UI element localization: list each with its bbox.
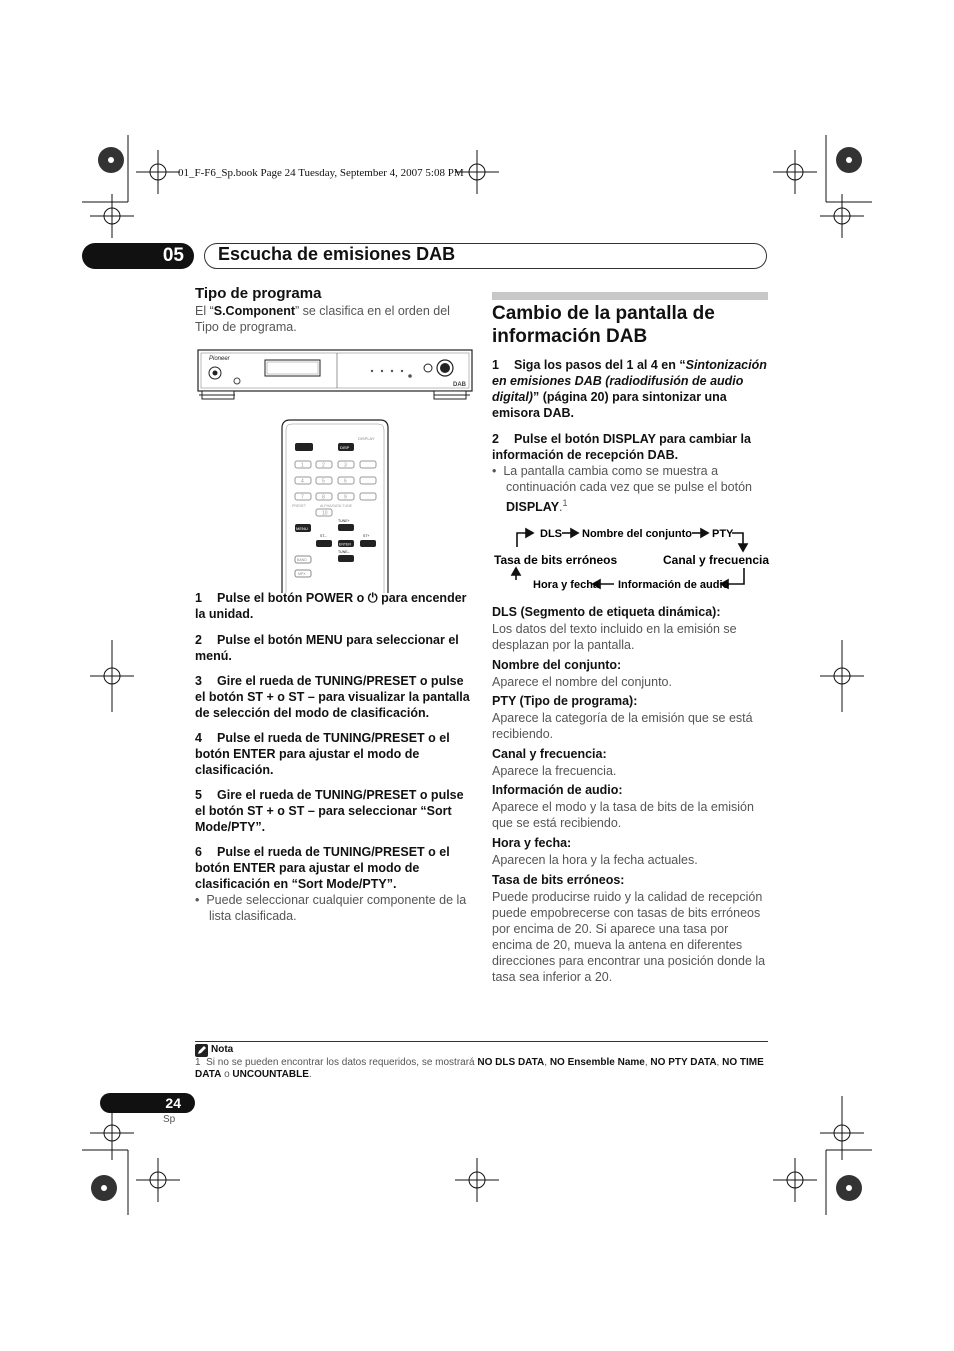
chapter-number: 05 bbox=[82, 243, 194, 269]
left-step-5: 5 Gire el rueda de TUNING/PRESET o pulse el botón ST + o ST – para seleccionar “Sort Mode/PTY”. bbox=[195, 788, 464, 834]
remote-number-key-label: 2 bbox=[322, 462, 325, 469]
flow-dls: DLS bbox=[540, 528, 562, 540]
section-heading-program-type: Tipo de programa bbox=[195, 285, 322, 302]
power-symbol-icon: ⏻ bbox=[367, 591, 378, 605]
svg-text:ST+: ST+ bbox=[363, 534, 370, 538]
display-cycle-diagram bbox=[492, 520, 770, 595]
def-term-pty: PTY (Tipo de programa): bbox=[492, 694, 638, 708]
remote-function-key bbox=[360, 493, 376, 500]
dab-label: DAB bbox=[453, 382, 466, 388]
flow-ensemble: Nombre del conjunto bbox=[582, 528, 692, 540]
left-bullet: • Puede seleccionar cualquier componente de la lista clasificada. bbox=[195, 893, 467, 923]
def-desc-pty: Aparece la categoría de la emisión que se está recibiendo. bbox=[492, 711, 753, 741]
svg-text:ALPHA/DATA·TUNE: ALPHA/DATA·TUNE bbox=[320, 504, 352, 508]
svg-text:ST–: ST– bbox=[320, 534, 327, 538]
remote-number-key-label: 9 bbox=[344, 494, 347, 501]
section-heading-dab-display: Cambio de la pantalla de información DAB bbox=[492, 303, 715, 347]
section-rule bbox=[492, 292, 768, 300]
flow-audio: Información de audio bbox=[618, 579, 730, 591]
def-desc-dls: Los datos del texto incluido en la emisión se desplazan por la pantalla. bbox=[492, 622, 737, 652]
note-text: 1 Si no se pueden encontrar los datos requeridos, se mostrará NO DLS DATA, NO Ensemble Name, NO PTY DATA, NO TIME DATA o UNCOUNTABLE. bbox=[195, 1057, 764, 1080]
left-step-1: 1 Pulse el botón POWER o ⏻ para encender la unidad. bbox=[195, 591, 467, 621]
file-header: 01_F-F6_Sp.book Page 24 Tuesday, September 4, 2007 5:08 PM bbox=[178, 167, 464, 179]
front-panel-illustration bbox=[197, 348, 475, 408]
svg-text:BAND: BAND bbox=[297, 558, 307, 562]
def-desc-ber: Puede producirse ruido y la calidad de recepción puede empobrecerse con tasas de bits erróneos por encima de 20. Si aparece una tasa por encima de 20, mueva la antena en diferentes direcciones para encontrar una posición donde la tasa sea inferior a 20. bbox=[492, 890, 766, 984]
svg-text:ENTER: ENTER bbox=[339, 542, 351, 547]
remote-number-key-label: 7 bbox=[301, 494, 304, 501]
right-step-2: 2 Pulse el botón DISPLAY para cambiar la información de recepción DAB. bbox=[492, 432, 751, 462]
remote-function-key bbox=[360, 477, 376, 484]
front-display bbox=[265, 360, 320, 376]
svg-text:TUNE–: TUNE– bbox=[338, 550, 350, 554]
def-term-ber: Tasa de bits erróneos: bbox=[492, 873, 625, 887]
remote-number-key-label: 5 bbox=[322, 478, 325, 485]
def-desc-audio: Aparece el modo y la tasa de bits de la emisión que se está recibiendo. bbox=[492, 800, 754, 830]
left-step-3: 3 Gire el rueda de TUNING/PRESET o pulse el botón ST + o ST – para visualizar la pantalla de selección del modo de clasificación. bbox=[195, 674, 470, 720]
remote-power-button bbox=[295, 443, 313, 451]
left-step-6: 6 Pulse el rueda de TUNING/PRESET o el botón ENTER para ajustar el modo de clasificación en “Sort Mode/PTY”. bbox=[195, 845, 450, 891]
def-desc-channel: Aparece la frecuencia. bbox=[492, 764, 617, 778]
intro-paragraph: El “S.Component” se clasifica en el orden del Tipo de programa. bbox=[195, 304, 450, 334]
svg-text:PRESET: PRESET bbox=[292, 504, 307, 508]
s-component-label: S.Component bbox=[213, 304, 295, 318]
svg-text:MPX: MPX bbox=[298, 572, 306, 576]
remote-st-plus bbox=[360, 540, 376, 547]
brand-logo-text: Pioneer bbox=[209, 356, 230, 362]
def-term-dls: DLS (Segmento de etiqueta dinámica): bbox=[492, 605, 721, 619]
remote-st-minus bbox=[316, 540, 332, 547]
enter-knob bbox=[424, 364, 432, 372]
page-number: 24 bbox=[100, 1093, 195, 1113]
right-step-1: 1 Siga los pasos del 1 al 4 en “Sintonización en emisiones DAB (radiodifusión de audio digital)” (página 20) para sintonizar una emisora DAB. bbox=[492, 358, 767, 420]
def-term-ensemble: Nombre del conjunto: bbox=[492, 658, 622, 672]
page-language: Sp bbox=[163, 1114, 176, 1125]
flow-pty: PTY bbox=[712, 528, 734, 540]
note-pencil-icon bbox=[195, 1044, 209, 1057]
chapter-title: Escucha de emisiones DAB bbox=[218, 244, 456, 264]
def-desc-ensemble: Aparece el nombre del conjunto. bbox=[492, 675, 672, 689]
right-bullet: • La pantalla cambia como se muestra a continuación cada vez que se pulse el botón DISPLAY.$^1$ bbox=[492, 464, 753, 515]
remote-number-key-label: 1 bbox=[301, 462, 304, 469]
def-term-audio: Información de audio: bbox=[492, 783, 623, 797]
svg-text:TUNE+: TUNE+ bbox=[338, 519, 350, 523]
remote-function-key bbox=[360, 461, 376, 468]
note-rule bbox=[195, 1041, 768, 1042]
def-term-channel: Canal y frecuencia: bbox=[492, 747, 607, 761]
remote-number-key-label: 3 bbox=[344, 462, 347, 469]
def-term-datetime: Hora y fecha: bbox=[492, 836, 572, 850]
svg-text:MENU: MENU bbox=[296, 526, 308, 531]
svg-text:DISP: DISP bbox=[340, 445, 350, 450]
flow-datetime: Hora y fecha bbox=[533, 579, 600, 591]
svg-text:DISPLAY: DISPLAY bbox=[358, 436, 375, 441]
flow-channel: Canal y frecuencia bbox=[663, 553, 770, 567]
remote-tune-down bbox=[338, 555, 354, 562]
remote-control-illustration bbox=[280, 418, 390, 594]
remote-number-key-label: 4 bbox=[301, 478, 304, 485]
left-step-2: 2 Pulse el botón MENU para seleccionar el menú. bbox=[195, 633, 459, 663]
left-step-4: 4 Pulse el rueda de TUNING/PRESET o el botón ENTER para ajustar el modo de clasificación. bbox=[195, 731, 450, 777]
def-desc-datetime: Aparecen la hora y la fecha actuales. bbox=[492, 853, 698, 867]
remote-number-key-label: 8 bbox=[322, 494, 325, 501]
flow-ber: Tasa de bits erróneos bbox=[494, 553, 618, 567]
remote-number-key-label: 10 bbox=[322, 510, 328, 517]
remote-number-key-label: 6 bbox=[344, 478, 347, 485]
note-label: Nota bbox=[211, 1044, 234, 1055]
remote-tune-up bbox=[338, 524, 354, 531]
